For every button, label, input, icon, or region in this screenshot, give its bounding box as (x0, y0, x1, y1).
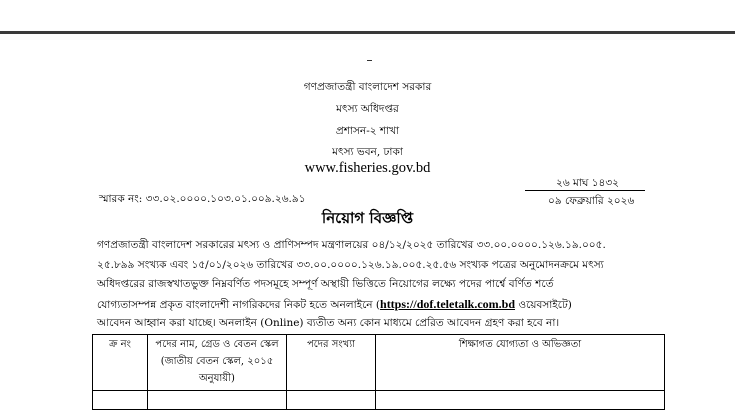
table-header-row (93, 335, 665, 391)
top-rule (0, 31, 735, 34)
header-count: পদের সংখ্যা (287, 335, 376, 391)
memo-number: স্মারক নং: ৩৩.০২.০০০০.১০৩.০১.০০৯.২৬.৯১ (99, 193, 306, 205)
table-cell (148, 391, 287, 410)
website-link[interactable]: www.fisheries.gov.bd (304, 160, 431, 176)
notice-title: নিয়োগ বিজ্ঞপ্তি (321, 209, 414, 227)
english-date: ০৯ ফেব্রুয়ারি ২০২৬ (548, 195, 635, 207)
branch-name: প্রশাসন-২ শাখা (335, 125, 400, 137)
office-address: মৎস্য ভবন, ঢাকা (332, 146, 403, 158)
department-name: মৎস্য অধিদপ্তর (336, 103, 399, 115)
table-cell (287, 391, 376, 410)
header-post: পদের নাম, গ্রেড ও বেতন স্কেল (জাতীয় বেতন স্কেল, ২০১৫ অনুযায়ী) (148, 335, 287, 391)
table-row (93, 391, 665, 410)
top-bar (0, 0, 735, 32)
body-line-2: ২৫.৮৯৯ সংখ্যক এবং ১৫/০১/২০২৬ তারিখের ৩৩.০০.০০০০.১২৬.১৯.০০৫.২৫.৫৬ সংখ্যক পত্রের অনুমোদনক্রমে মৎস্য (97, 259, 604, 271)
body-line-4-start: যোগ্যতাসম্পন্ন প্রকৃত বাংলাদেশী নাগরিকদের নিকট হতে অনলাইনে ( (97, 299, 381, 311)
body-line-4-end: ওয়েবসাইটে) (515, 299, 572, 311)
date-divider (525, 190, 645, 191)
body-line-1: গণপ্রজাতন্ত্রী বাংলাদেশ সরকারের মৎস্য ও প্রাণিসম্পদ মন্ত্রণালয়ের ০৪/১২/২০২৫ তারিখের ৩৩.০০.০০০০.১২৬.১৯.০০৫. (97, 239, 606, 251)
application-url-link[interactable]: https://dof.teletalk.com.bd (380, 297, 516, 311)
table-cell (376, 391, 665, 410)
posts-table (92, 334, 665, 410)
header-qualification: শিক্ষাগত যোগ্যতা ও অভিজ্ঞতা (376, 335, 665, 391)
table-cell (93, 391, 148, 410)
header-serial: ক্র নং (93, 335, 148, 391)
government-name: গণপ্রজাতন্ত্রী বাংলাদেশ সরকার (303, 81, 432, 93)
bangla-date: ২৬ মাঘ ১৪৩২ (556, 177, 619, 189)
body-line-4 (97, 298, 667, 311)
page-mark (367, 60, 372, 61)
body-line-5: আবেদন আহ্বান করা যাচ্ছে। অনলাইন (Online) ব্যতীত অন্য কোন মাধ্যমে প্রেরিত আবেদন গ্রহণ করা হবে না। (97, 317, 560, 329)
body-line-3: অধিদপ্তরের রাজস্বখাতভুক্ত নিম্নবর্ণিত পদসমূহে সম্পূর্ণ অস্থায়ী ভিত্তিতে নিয়োগের লক্ষ্যে পদের পার্শ্বে বর্ণিত শর্তে (97, 278, 554, 290)
